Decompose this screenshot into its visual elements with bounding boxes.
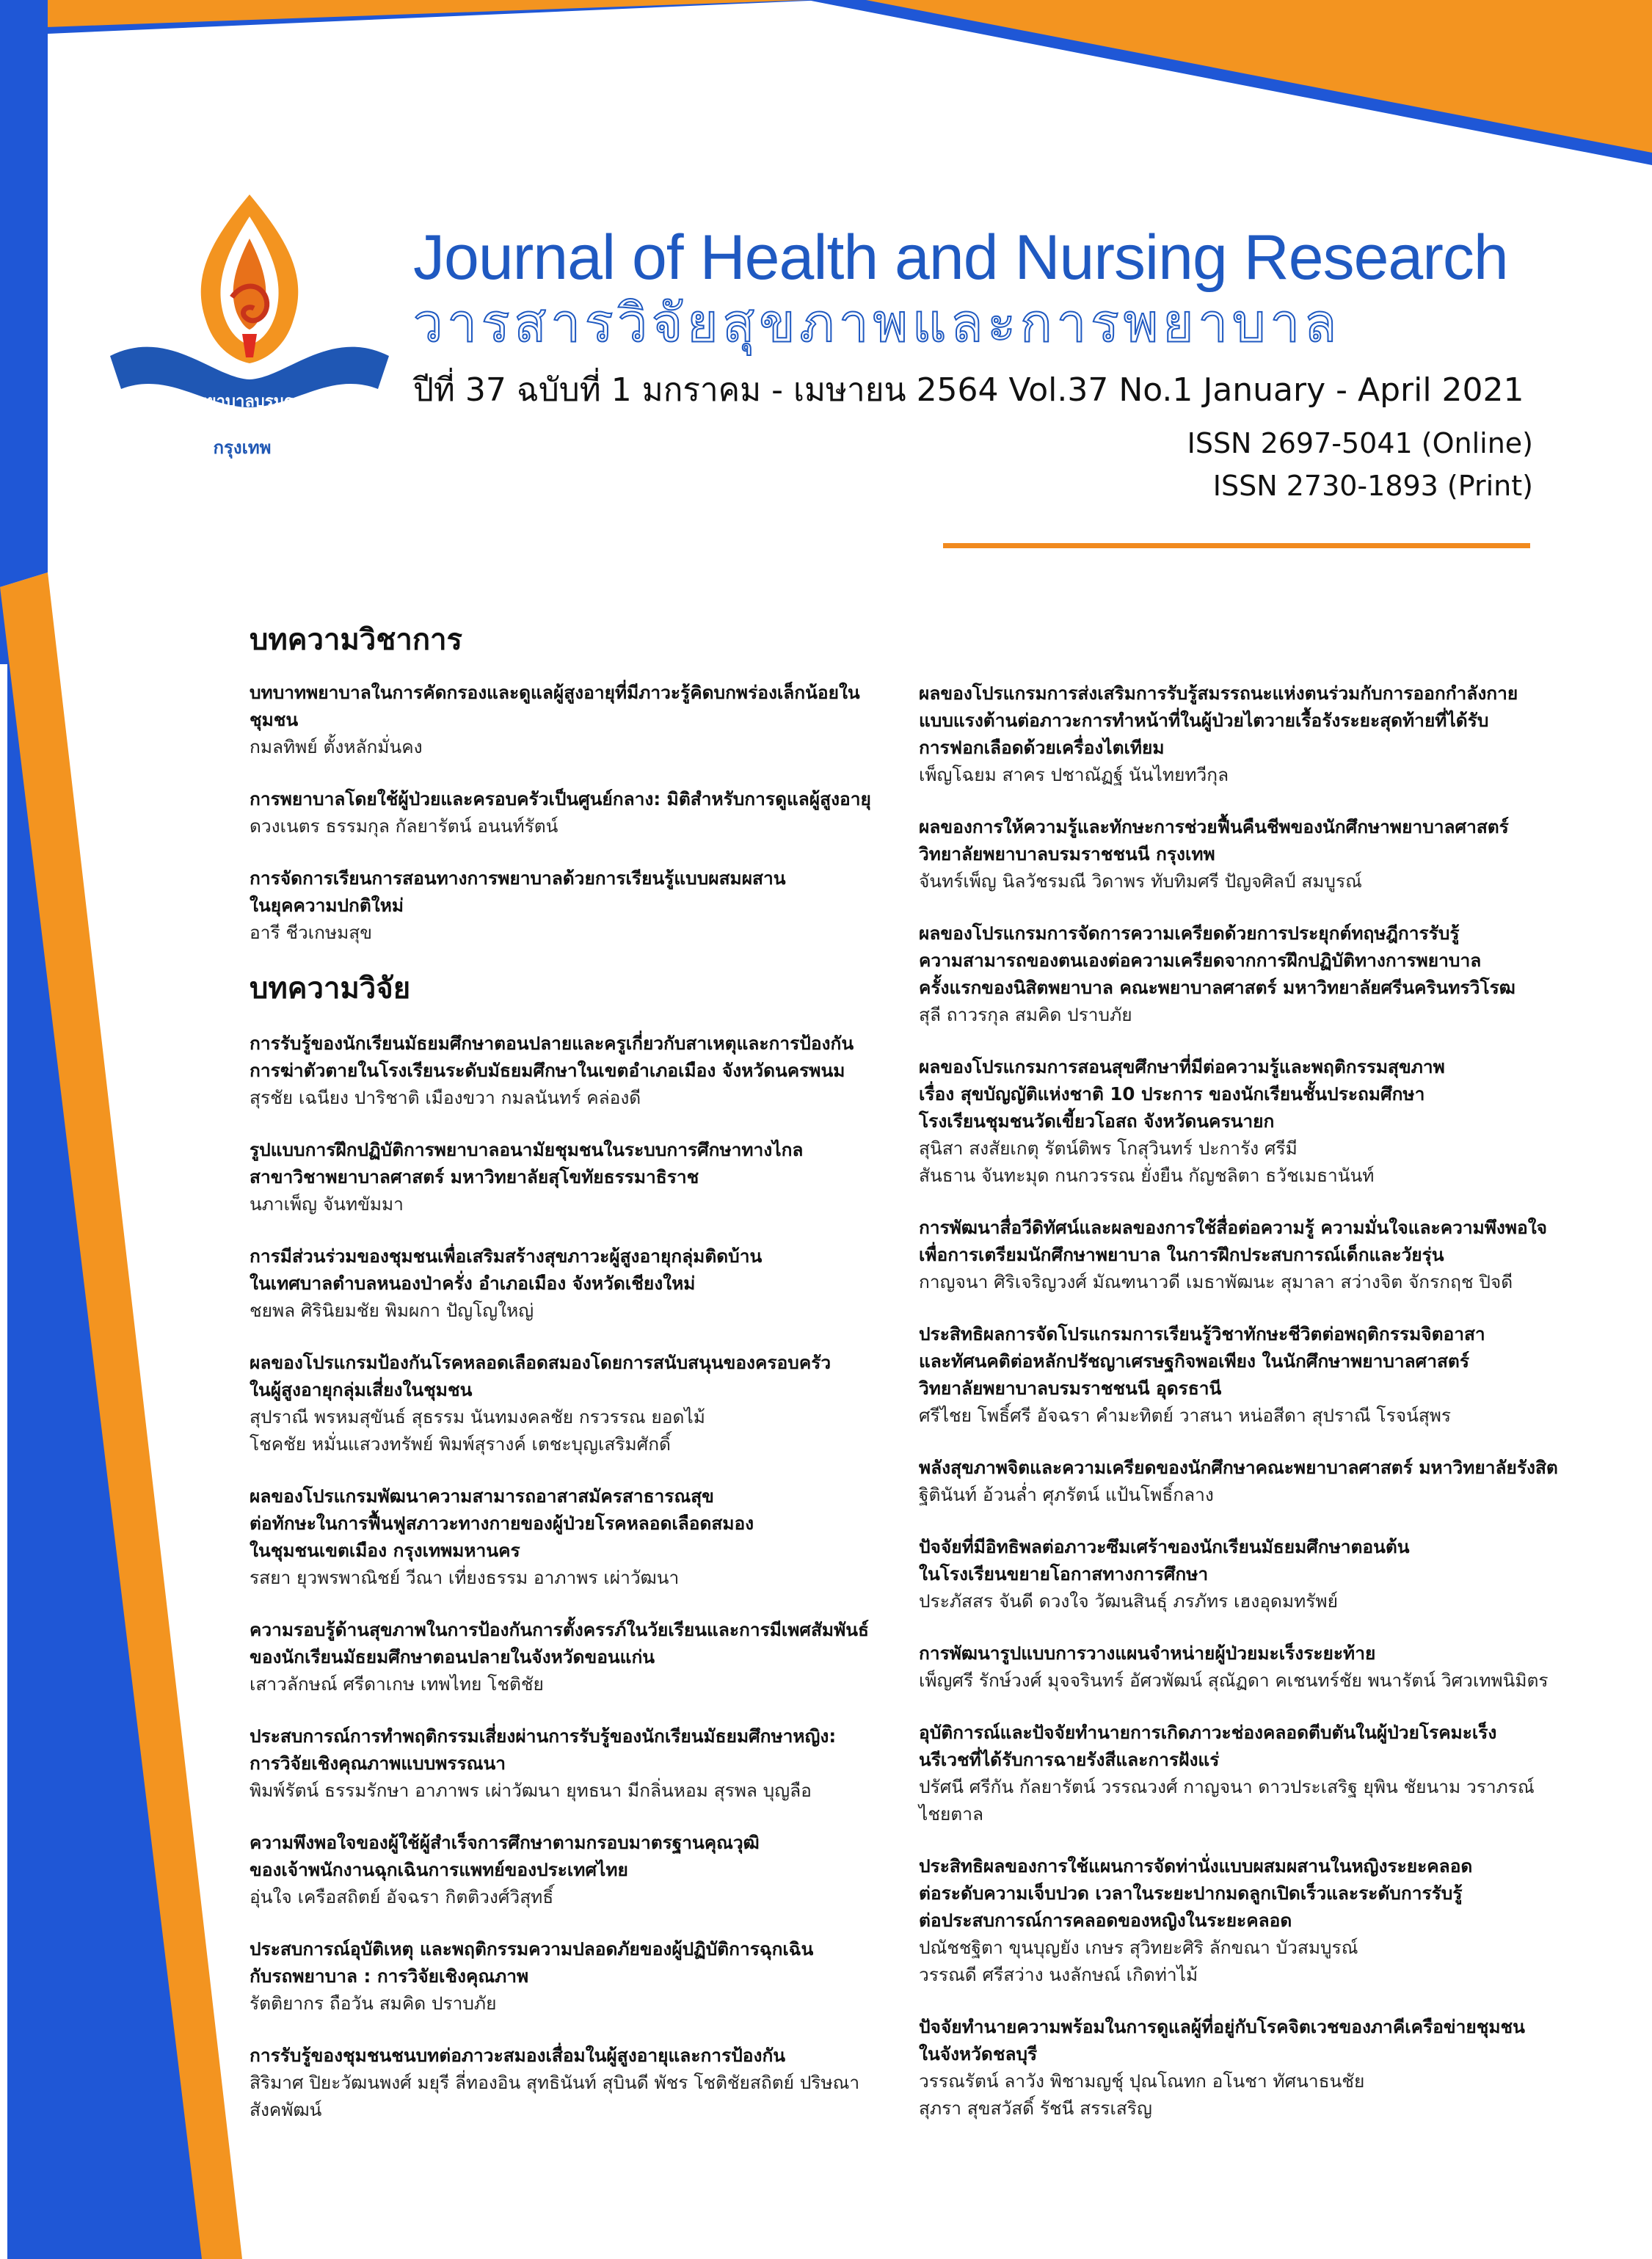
top-orange-band bbox=[22, 0, 807, 28]
article-authors: สุนิสา สงสัยเกตุ รัตน์ติพร โกสุวินทร์ ปะการัง ศรีมี สันธาน จันทะมุด กนกวรรณ ยั่งยืน กัญชลิตา ธวัชเมธานันท์ bbox=[919, 1138, 1375, 1186]
article-entry bbox=[250, 1935, 881, 2017]
article-entry bbox=[919, 1454, 1565, 1508]
article-authors: ดวงเนตร ธรรมกุล กัลยารัตน์ อนนท์รัตน์ bbox=[250, 815, 558, 837]
article-authors: ศรีไชย โพธิ์ศรี อัจฉรา คำมะทิตย์ วาสนา หน่อสีดา สุปราณี โรจน์สุพร bbox=[919, 1405, 1452, 1426]
left-white-strip bbox=[0, 664, 7, 2259]
article-authors: วรรณรัตน์ ลาวัง พิชามญชุ์ ปุณโณทก อโนชา ทัศนาธนชัย สุภรา สุขสวัสดิ์ รัชนี สรรเสริญ bbox=[919, 2070, 1365, 2119]
article-authors: สุลี ถาวรกุล สมคิด ปราบภัย bbox=[919, 1004, 1132, 1025]
article-entry bbox=[919, 1852, 1565, 1988]
article-title: การพยาบาลโดยใช้ผู้ป่วยและครอบครัวเป็นศูนย์กลาง: มิติสำหรับการดูแลผู้สูงอายุ bbox=[250, 788, 871, 810]
article-entry bbox=[250, 1349, 881, 1458]
article-title: การรับรู้ของนักเรียนมัธยมศึกษาตอนปลายและครูเกี่ยวกับสาเหตุและการป้องกัน การฆ่าตัวตายในโรงเรียนระดับมัธยมศึกษาในเขตอำเภอเมือง จังหวัดนครพนม bbox=[250, 1033, 854, 1081]
article-authors: ปรัศนี ศรีกัน กัลยารัตน์ วรรณวงศ์ กาญจนา ดาวประเสริฐ ยุพิน ชัยนาม วราภรณ์ ไชยตาล bbox=[919, 1776, 1535, 1825]
article-authors: พิมพ์รัตน์ ธรรมรักษา อาภาพร เผ่าวัฒนา ยุทธนา มีกลิ่นหอม สุรพล บุญลือ bbox=[250, 1780, 812, 1801]
article-authors: กมลทิพย์ ตั้งหลักมั่นคง bbox=[250, 736, 423, 757]
article-title: การจัดการเรียนการสอนทางการพยาบาลด้วยการเรียนรู้แบบผสมผสาน ในยุคความปกติใหม่ bbox=[250, 867, 786, 916]
article-title: บทบาทพยาบาลในการคัดกรองและดูแลผู้สูงอายุที่มีภาวะรู้คิดบกพร่องเล็กน้อยในชุมชน bbox=[250, 682, 860, 730]
left-blue-strip bbox=[0, 0, 48, 587]
journal-title-en: Journal of Health and Nursing Research bbox=[413, 222, 1508, 293]
article-title: ปัจจัยทำนายความพร้อมในการดูแลผู้ที่อยู่กับโรคจิตเวชของภาคีเครือข่ายชุมชน ในจังหวัดชลบุรี bbox=[919, 2016, 1525, 2065]
article-entry bbox=[250, 785, 881, 840]
article-authors: รสยา ยุวพรพาณิชย์ วีณา เที่ยงธรรม อาภาพร เผ่าวัฒนา bbox=[250, 1567, 680, 1588]
article-entry bbox=[250, 2042, 881, 2123]
article-title: ความพึงพอใจของผู้ใช้ผู้สำเร็จการศึกษาตามกรอบมาตรฐานคุณวุฒิ ของเจ้าพนักงานฉุกเฉินการแพทย์ของประเทศไทย bbox=[250, 1832, 760, 1880]
article-authors: รัตติยากร ถือวัน สมคิด ปราบภัย bbox=[250, 1993, 497, 2014]
top-right-orange-shape bbox=[866, 0, 1652, 153]
logo-caption bbox=[110, 393, 374, 462]
article-authors: สุปราณี พรหมสุขันธ์ สุธรรม นันทมงคลชัย กรวรรณ ยอดไม้ โชคชัย หมั่นแสวงทรัพย์ พิมพ์สุรางค์ เตชะบุญเสริมศักดิ์ bbox=[250, 1406, 705, 1455]
article-title: ปัจจัยที่มีอิทธิพลต่อภาวะซึมเศร้าของนักเรียนมัธยมศึกษาตอนต้น ในโรงเรียนขยายโอกาสทางการศึกษา bbox=[919, 1536, 1410, 1585]
article-entry bbox=[919, 1053, 1565, 1189]
article-entry bbox=[919, 680, 1565, 788]
article-title: ผลของการให้ความรู้และทักษะการช่วยฟื้นคืนชีพของนักศึกษาพยาบาลศาสตร์ วิทยาลัยพยาบาลบรมราชชนนี กรุงเทพ bbox=[919, 816, 1509, 865]
article-title: การพัฒนาสื่อวีดิทัศน์และผลของการใช้สื่อต่อความรู้ ความมั่นใจและความพึงพอใจ เพื่อการเตรียมนักศึกษาพยาบาล ในการฝึกประสบการณ์เด็กและวัยรุ่น bbox=[919, 1217, 1548, 1265]
article-title: รูปแบบการฝึกปฏิบัติการพยาบาลอนามัยชุมชนในระบบการศึกษาทางไกล สาขาวิชาพยาบาลศาสตร์ มหาวิทยาลัยสุโขทัยธรรมาธิราช bbox=[250, 1139, 804, 1187]
article-title: ประสิทธิผลการจัดโปรแกรมการเรียนรู้วิชาทักษะชีวิตต่อพฤติกรรมจิตอาสา และทัศนคติต่อหลักปรัชญาเศรษฐกิจพอเพียง ในนักศึกษาพยาบาลศาสตร์ วิทยาลัยพยาบาลบรมราชชนนี อุดรธานี bbox=[919, 1323, 1485, 1399]
flame-emblem-icon bbox=[201, 194, 299, 363]
article-title: ผลของโปรแกรมป้องกันโรคหลอดเลือดสมองโดยการสนับสนุนของครอบครัว ในผู้สูงอายุกลุ่มเสี่ยงในชุมชน bbox=[250, 1352, 832, 1400]
journal-title-th: วารสารวิจัยสุขภาพและการพยาบาล bbox=[413, 294, 1342, 353]
issn-print: ISSN 2730-1893 (Print) bbox=[1212, 470, 1533, 502]
article-entry bbox=[919, 1640, 1565, 1694]
article-authors: จันทร์เพ็ญ นิลวัชรมณี วิดาพร ทับทิมศรี ปัญจศิลป์ สมบูรณ์ bbox=[919, 870, 1362, 892]
article-authors: เพ็ญศรี รักษ์วงศ์ มุจจรินทร์ อัศวพัฒน์ สุณัฏดา คเชนทร์ชัย พนารัตน์ วิศวเทพนิมิตร bbox=[919, 1670, 1549, 1691]
article-title: ผลของโปรแกรมการส่งเสริมการรับรู้สมรรถนะแห่งตนร่วมกับการออกกำลังกาย แบบแรงต้านต่อภาวะการทำหน้าที่ในผู้ป่วยไตวายเรื้อรังระยะสุดท้ายที่ได้รับ การฟอกเลือดด้วยเครื่องไตเทียม bbox=[919, 683, 1518, 758]
article-authors: สิริมาศ ปิยะวัฒนพงศ์ มยุรี ลี่ทองอิน สุทธินันท์ สุบินดี พัชร โชติชัยสถิตย์ ปริษณา สังคพัฒน์ bbox=[250, 2072, 860, 2120]
article-title: ประสบการณ์การทำพฤติกรรมเสี่ยงผ่านการรับรู้ของนักเรียนมัธยมศึกษาหญิง: การวิจัยเชิงคุณภาพแบบพรรณนา bbox=[250, 1725, 837, 1774]
article-authors: เสาวลักษณ์ ศรีดาเกษ เทพไทย โชติชัย bbox=[250, 1673, 544, 1695]
article-authors: ชยพล ศิรินิยมชัย พิมผกา ปัญโญใหญ่ bbox=[250, 1300, 534, 1321]
left-column bbox=[250, 679, 881, 2148]
article-entry bbox=[919, 1533, 1565, 1615]
article-title: ประสบการณ์อุบัติเหตุ และพฤติกรรมความปลอดภัยของผู้ปฏิบัติการฉุกเฉิน กับรถพยาบาล : การวิจัยเชิงคุณภาพ bbox=[250, 1938, 814, 1987]
article-title: ประสิทธิผลของการใช้แผนการจัดท่านั่งแบบผสมผสานในหญิงระยะคลอด ต่อระดับความเจ็บปวด เวลาในระยะปากมดลูกเปิดเร็วและระดับการรับรู้ ต่อประสบการณ์การคลอดของหญิงในระยะคลอด bbox=[919, 1855, 1473, 1931]
article-entry bbox=[250, 1030, 881, 1111]
article-entry bbox=[250, 679, 881, 760]
journal-issue-line: ปีที่ 37 ฉบับที่ 1 มกราคม - เมษายน 2564 Vol.37 No.1 January - April 2021 bbox=[413, 371, 1524, 409]
article-entry bbox=[250, 1243, 881, 1324]
article-title: ผลของโปรแกรมพัฒนาความสามารถอาสาสมัครสาธารณสุข ต่อทักษะในการฟื้นฟูสภาวะทางกายของผู้ป่วยโรคหลอดเลือดสมอง ในชุมชนเขตเมือง กรุงเทพมหานคร bbox=[250, 1485, 754, 1561]
article-authors: อารี ชีวเกษมสุข bbox=[250, 922, 373, 943]
article-entry bbox=[919, 813, 1565, 895]
research-article-list-left bbox=[250, 1030, 881, 2123]
article-title: การพัฒนารูปแบบการวางแผนจำหน่ายผู้ป่วยมะเร็งระยะท้าย bbox=[919, 1643, 1376, 1664]
section-heading-academic: บทความวิชาการ bbox=[250, 623, 463, 657]
article-title: การรับรู้ของชุมชนชนบทต่อภาวะสมองเสื่อมในผู้สูงอายุและการป้องกัน bbox=[250, 2045, 786, 2066]
logo-campus-text: กรุงเทพ bbox=[213, 437, 272, 458]
article-authors: อุ่นใจ เครือสถิตย์ อัจฉรา กิตติวงศ์วิสุทธิ์ bbox=[250, 1886, 554, 1907]
article-authors: สุรชัย เฉนียง ปาริชาติ เมืองขวา กมลนันทร์ คล่องดี bbox=[250, 1087, 641, 1108]
article-entry bbox=[250, 1616, 881, 1698]
article-entry bbox=[250, 1829, 881, 1910]
article-entry bbox=[250, 1723, 881, 1804]
article-title: ความรอบรู้ด้านสุขภาพในการป้องกันการตั้งครรภ์ในวัยเรียนและการมีเพศสัมพันธ์ ของนักเรียนมัธยมศึกษาตอนปลายในจังหวัดขอนแก่น bbox=[250, 1619, 869, 1667]
issn-online: ISSN 2697-5041 (Online) bbox=[1187, 427, 1533, 459]
article-title: อุบัติการณ์และปัจจัยทำนายการเกิดภาวะช่องคลอดตีบตันในผู้ป่วยโรคมะเร็ง นรีเวชที่ได้รับการฉายรังสีและการฝังแร่ bbox=[919, 1722, 1497, 1770]
article-title: ผลของโปรแกรมการสอนสุขศึกษาที่มีต่อความรู้และพฤติกรรมสุขภาพ เรื่อง สุขบัญญัติแห่งชาติ 10 ประการ ของนักเรียนชั้นประถมศึกษา โรงเรียนชุมชนวัดเขี้ยวโอสถ จังหวัดนครนายก bbox=[919, 1056, 1445, 1132]
article-title: พลังสุขภาพจิตและความเครียดของนักศึกษาคณะพยาบาลศาสตร์ มหาวิทยาลัยรังสิต bbox=[919, 1457, 1558, 1478]
article-entry bbox=[919, 920, 1565, 1028]
research-article-list-right bbox=[919, 680, 1565, 2122]
article-authors: นภาเพ็ญ จันทขัมมา bbox=[250, 1193, 404, 1215]
article-title: การมีส่วนร่วมของชุมชนเพื่อเสริมสร้างสุขภาวะผู้สูงอายุกลุ่มติดบ้าน ในเทศบาลตำบลหนองป่าครั่ง อำเภอเมือง จังหวัดเชียงใหม่ bbox=[250, 1245, 763, 1294]
article-authors: ปณัชชฐิตา ขุนบุญยัง เกษร สุวิทยะศิริ ลักขณา บัวสมบูรณ์ วรรณดี ศรีสว่าง นงลักษณ์ เกิดท่าไม้ bbox=[919, 1937, 1358, 1985]
article-entry bbox=[919, 1214, 1565, 1295]
left-blue-wedge bbox=[0, 587, 202, 2259]
article-authors: ฐิตินันท์ อ้วนล่ำ ศุภรัตน์ แป้นโพธิ์กลาง bbox=[919, 1484, 1214, 1505]
article-authors: ประภัสสร จันดี ดวงใจ วัฒนสินธุ์ ภรภัทร เฮงอุดมทรัพย์ bbox=[919, 1590, 1338, 1612]
article-entry bbox=[250, 1483, 881, 1591]
academic-article-list bbox=[250, 679, 881, 946]
article-authors: เพ็ญโฉยม สาคร ปชาณัฏฐ์ นันไทยทวีกุล bbox=[919, 764, 1229, 785]
right-column bbox=[919, 680, 1565, 2147]
article-title: ผลของโปรแกรมการจัดการความเครียดด้วยการประยุกต์ทฤษฎีการรับรู้ ความสามารถของตนเองต่อความเครียดจากการฝึกปฏิบัติทางการพยาบาล ครั้งแรกของนิสิตพยาบาล คณะพยาบาลศาสตร์ มหาวิทยาลัยศรีนครินทรวิโรฒ bbox=[919, 923, 1515, 998]
article-authors: กาญจนา ศิริเจริญวงศ์ มัณฑนาวดี เมธาพัฒนะ สุมาลา สว่างจิต จักรกฤช ปิจดี bbox=[919, 1271, 1513, 1292]
article-entry bbox=[919, 1719, 1565, 1827]
article-entry bbox=[919, 2013, 1565, 2122]
article-entry bbox=[250, 1136, 881, 1218]
article-entry bbox=[919, 1320, 1565, 1429]
logo-ribbon-text: วิทยาลัยพยาบาลบรมราชชนนี bbox=[138, 393, 346, 411]
section-heading-research: บทความวิจัย bbox=[250, 972, 411, 1005]
orange-divider-rule bbox=[943, 543, 1530, 548]
article-entry bbox=[250, 865, 881, 946]
